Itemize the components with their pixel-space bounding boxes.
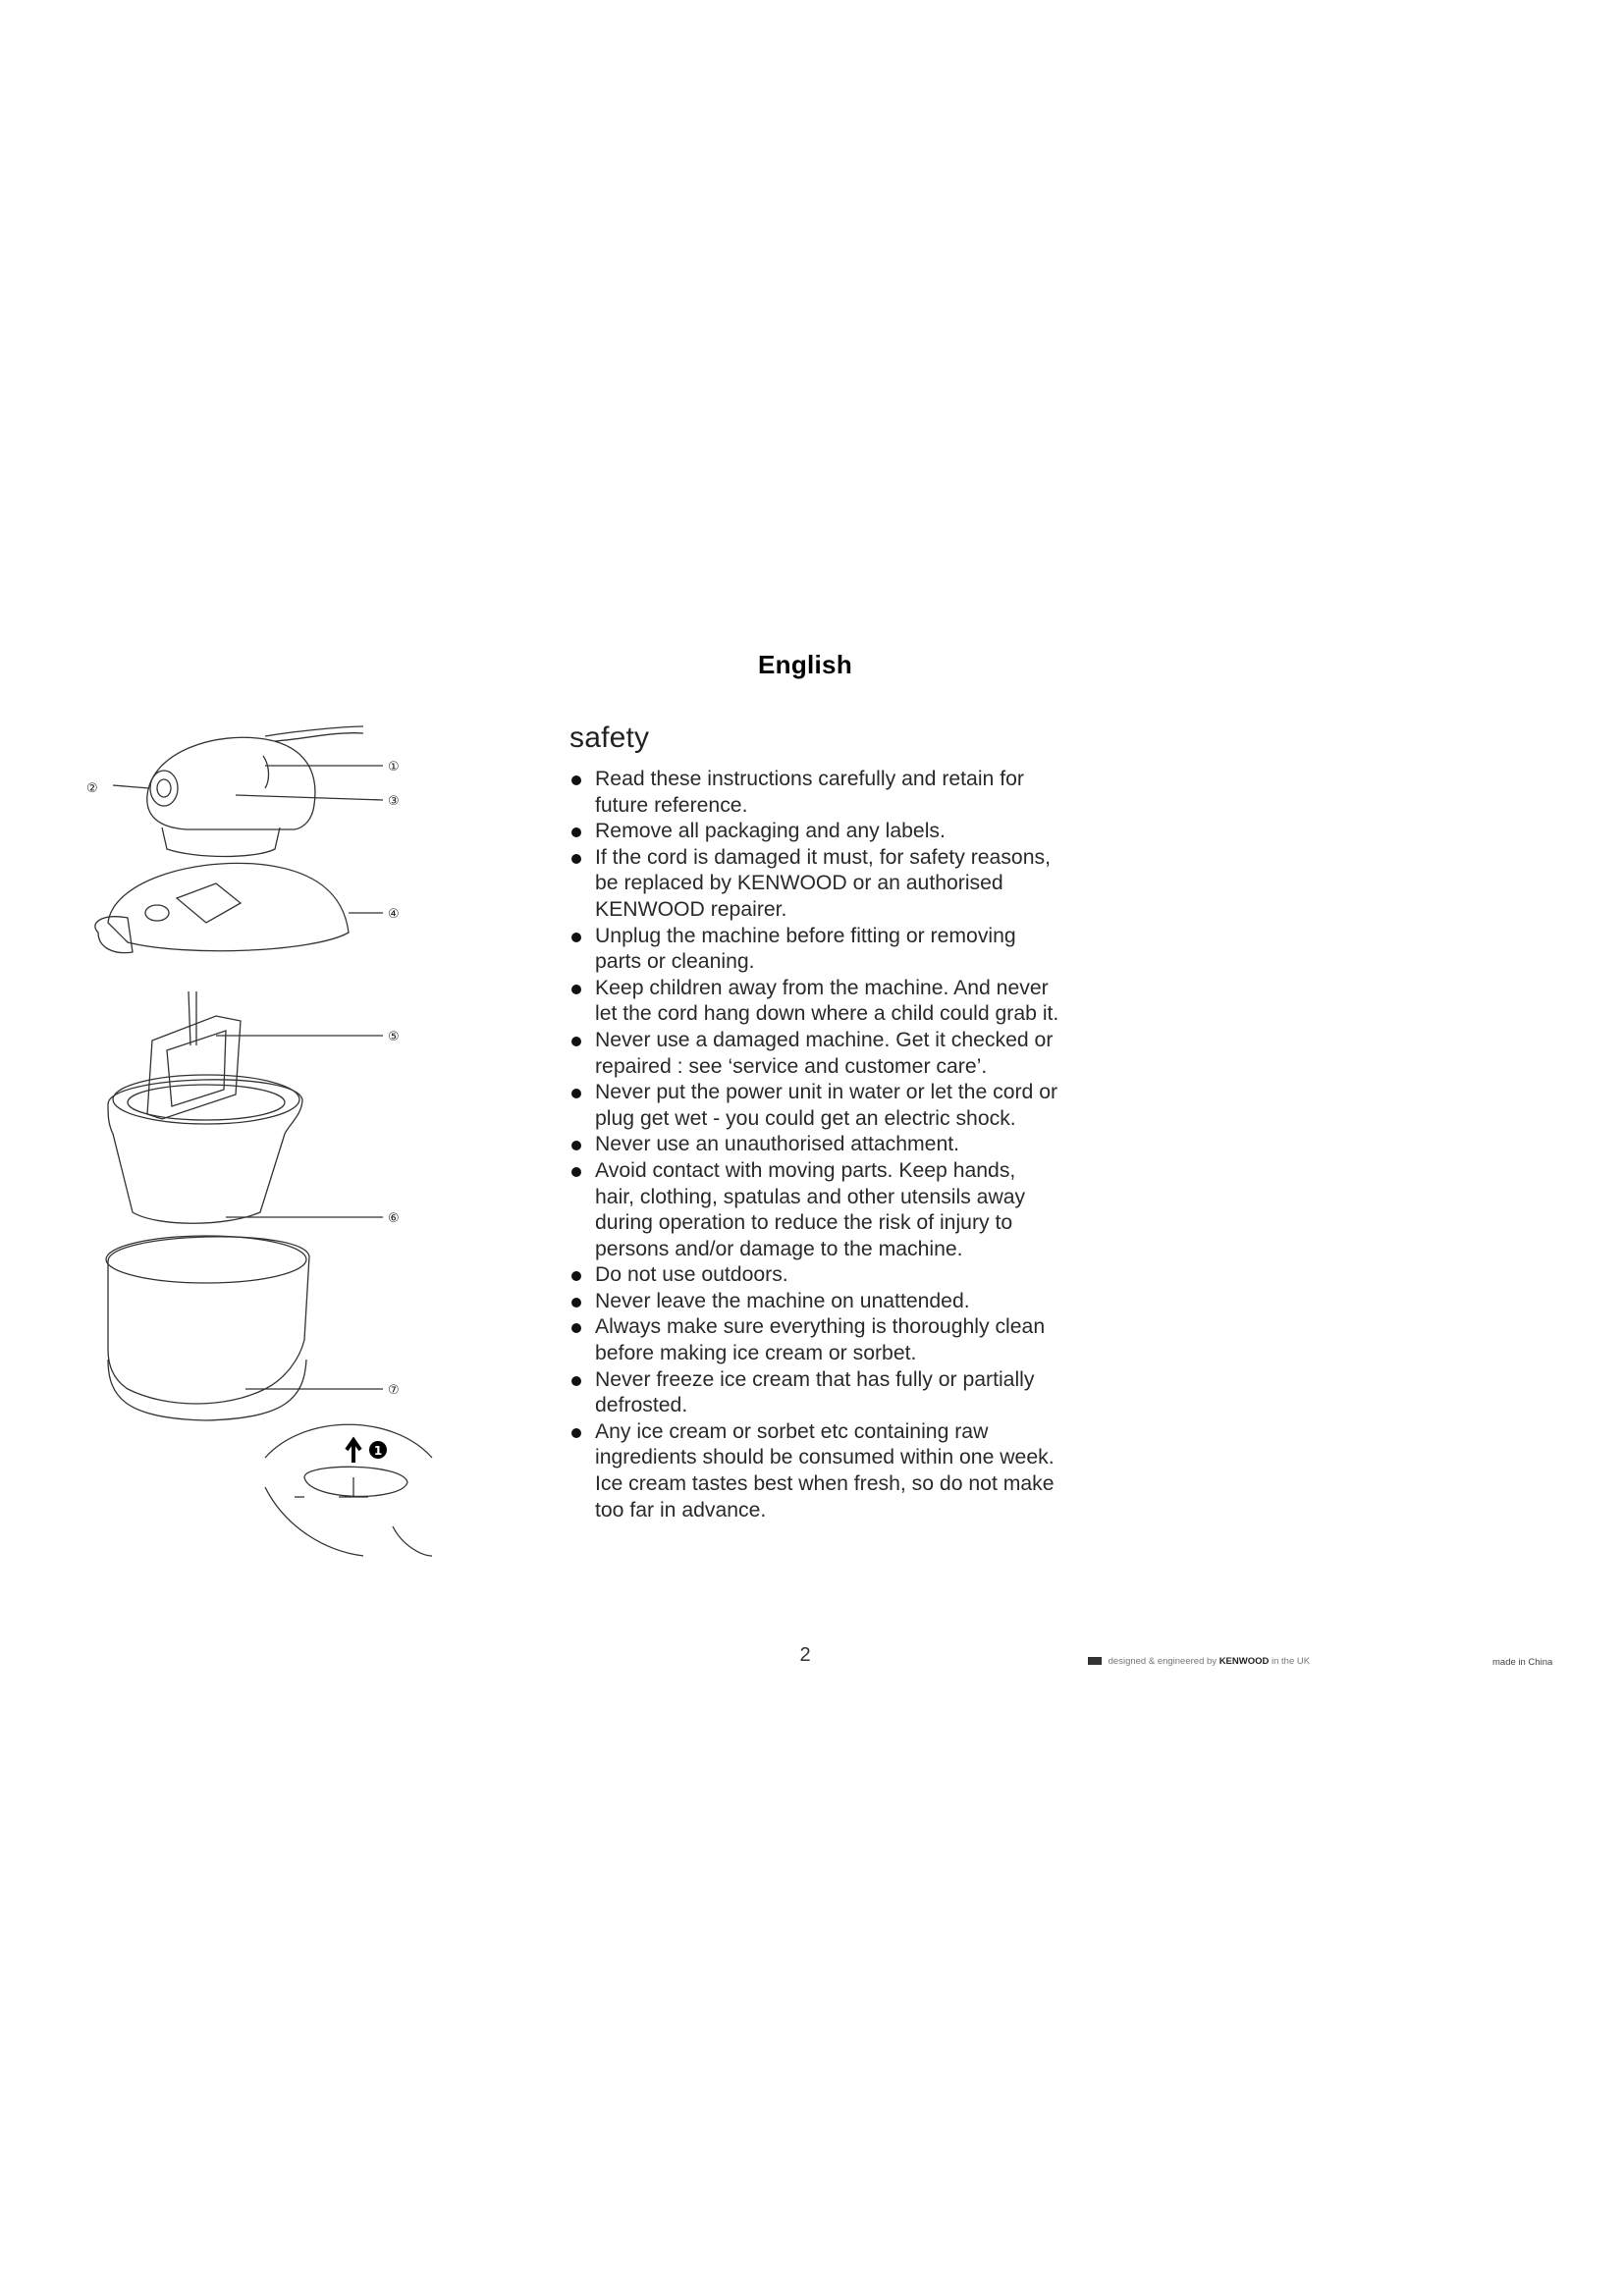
- freezer-bowl: [108, 1080, 302, 1223]
- base-unit: [108, 1237, 309, 1404]
- uk-flag-icon: [1088, 1657, 1102, 1665]
- motor-dome: [147, 737, 315, 829]
- list-item: Never put the power unit in water or let the cord or plug get wet - you could get an electric shock.: [550, 1080, 1060, 1132]
- callout-1: ①: [388, 760, 400, 774]
- designed-suffix: in the UK: [1272, 1656, 1311, 1667]
- safety-section: [550, 721, 1060, 1523]
- list-item: Remove all packaging and any labels.: [550, 819, 1060, 845]
- list-item: Never leave the machine on unattended.: [550, 1289, 1060, 1315]
- made-in-note: made in China: [1492, 1657, 1553, 1668]
- page-number: 2: [799, 1644, 811, 1666]
- callout-6: ⑥: [388, 1211, 400, 1226]
- lid: [108, 863, 349, 950]
- list-item: Keep children away from the machine. And never let the cord hang down where a child could grab it.: [550, 976, 1060, 1028]
- motor-cord: [265, 726, 363, 741]
- callout-2: ②: [86, 781, 98, 796]
- language-heading: English: [758, 650, 852, 679]
- designed-by-note: [1088, 1656, 1310, 1667]
- motor-base: [162, 828, 280, 857]
- list-item: Always make sure everything is thoroughly clean before making ice cream or sorbet.: [550, 1314, 1060, 1366]
- callout-5: ⑤: [388, 1030, 400, 1044]
- callout-3: ③: [388, 794, 400, 809]
- paddle: [147, 1016, 241, 1119]
- list-item: Never use a damaged machine. Get it checked or repaired : see ‘service and customer care’.: [550, 1028, 1060, 1080]
- brand-name: KENWOOD: [1218, 1656, 1270, 1667]
- safety-list: [550, 767, 1060, 1523]
- designed-prefix: designed & engineered by: [1108, 1656, 1218, 1667]
- callout-4: ④: [388, 907, 400, 922]
- list-item: Do not use outdoors.: [550, 1262, 1060, 1289]
- exploded-view-svg: [69, 712, 530, 1595]
- list-item: Never use an unauthorised attachment.: [550, 1132, 1060, 1158]
- up-arrow-icon: [347, 1440, 360, 1463]
- detail-bubble: [265, 1424, 432, 1458]
- list-item: Avoid contact with moving parts. Keep hands, hair, clothing, spatulas and other utensils away during operation to reduce the risk of injury to persons and/or damage to the machine.: [550, 1158, 1060, 1262]
- list-item: Unplug the machine before fitting or removing parts or cleaning.: [550, 924, 1060, 976]
- product-exploded-diagram: [69, 712, 530, 1595]
- list-item: Any ice cream or sorbet etc containing raw ingredients should be consumed within one week. Ice cream tastes best when fresh, so do not make too far in advance.: [550, 1419, 1060, 1523]
- motor-button: [150, 771, 178, 806]
- list-item: Read these instructions carefully and retain for future reference.: [550, 767, 1060, 819]
- list-item: Never freeze ice cream that has fully or partially defrosted.: [550, 1367, 1060, 1419]
- step-marker-label: 1: [373, 1444, 383, 1458]
- detail-cord: [393, 1526, 432, 1556]
- callout-7: ⑦: [388, 1383, 400, 1398]
- section-title: safety: [569, 721, 650, 754]
- paddle-shaft: [189, 991, 196, 1045]
- list-item: If the cord is damaged it must, for safety reasons, be replaced by KENWOOD or an authorised KENWOOD repairer.: [550, 845, 1060, 924]
